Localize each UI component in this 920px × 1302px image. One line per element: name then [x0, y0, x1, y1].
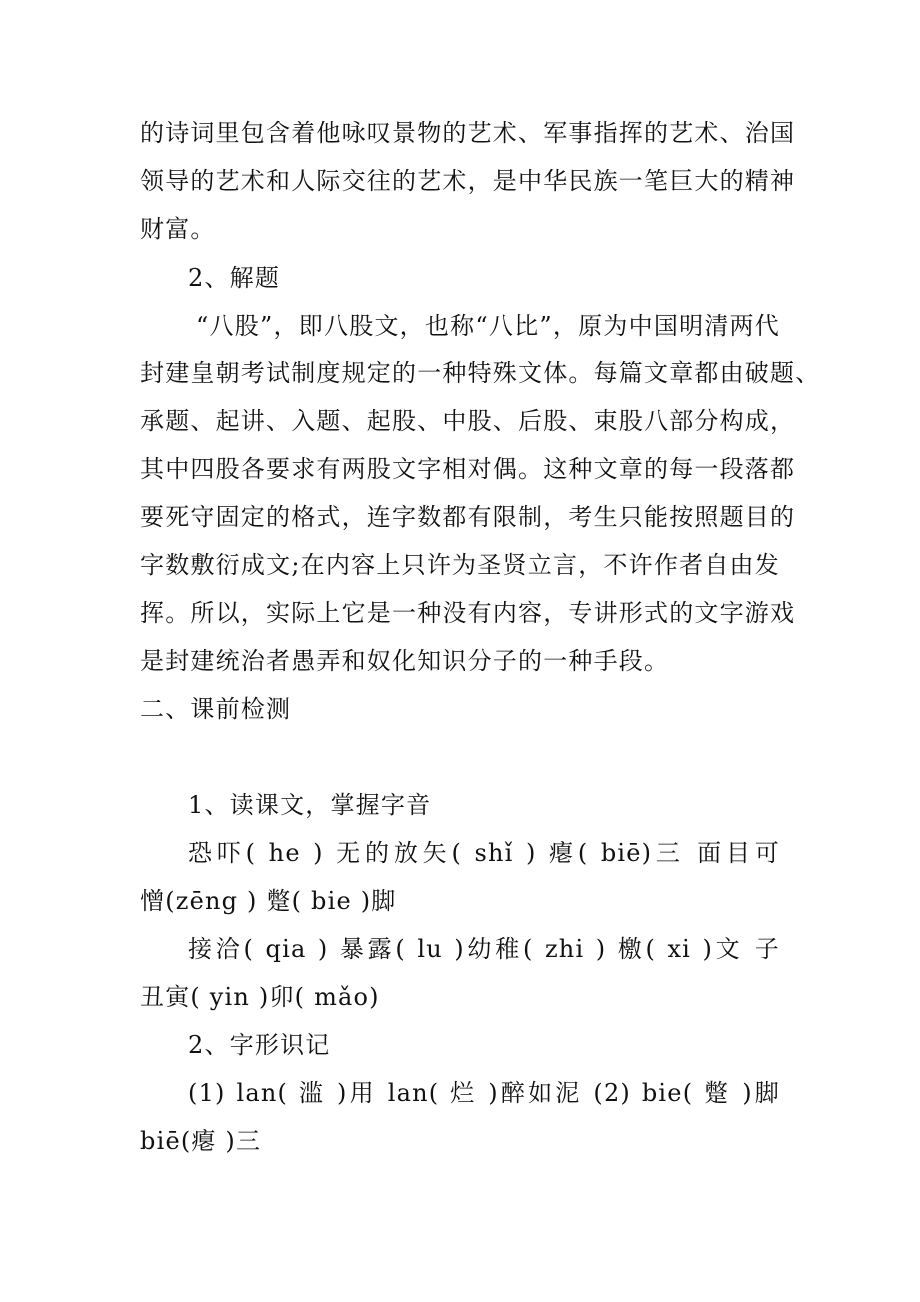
paragraph-line: “八股”，即八股文，也称“八比”，原为中国明清两代 [196, 312, 780, 340]
pronunciation-line: 憎(zēng ) 蹩( bie )脚 [140, 887, 397, 915]
paragraph-line: 挥。所以，实际上它是一种没有内容，专讲形式的文字游戏 [140, 599, 796, 627]
pronunciation-line: 接洽( qia ) 暴露( lu )幼稚( zhi ) 檄( xi )文 子 [188, 935, 780, 963]
paragraph-line: 领导的艺术和人际交往的艺术，是中华民族一笔巨大的精神 [140, 167, 796, 195]
pronunciation-line: 恐吓( he ) 无的放矢( shǐ ) 瘪( biē)三 面目可 [188, 839, 780, 867]
paragraph-line: 字数敷衍成文;在内容上只许为圣贤立言，不许作者自由发 [140, 551, 780, 579]
paragraph-line: 要死守固定的格式，连字数都有限制，考生只能按照题目的 [140, 503, 796, 531]
paragraph-line: 是封建统治者愚弄和奴化知识分子的一种手段。 [140, 647, 670, 675]
subsection-heading: 1、读课文，掌握字音 [188, 791, 432, 819]
pronunciation-line: 丑寅( yin )卯( mǎo) [140, 983, 380, 1011]
paragraph-line: 其中四股各要求有两股文字相对偶。这种文章的每一段落都 [140, 455, 796, 483]
paragraph-line: 的诗词里包含着他咏叹景物的艺术、军事指挥的艺术、治国 [140, 119, 796, 147]
subsection-heading: 2、字形识记 [188, 1031, 331, 1059]
section-heading: 二、课前检测 [140, 695, 292, 723]
paragraph-line: 财富。 [140, 215, 216, 243]
paragraph-line: 承题、起讲、入题、起股、中股、后股、束股八部分构成， [140, 407, 796, 435]
section-heading: 2、解题 [188, 264, 281, 292]
paragraph-line: 封建皇朝考试制度规定的一种特殊文体。每篇文章都由破题、 [140, 359, 821, 387]
character-form-line: biē(瘪 )三 [140, 1127, 262, 1155]
character-form-line: (1) lan( 滥 )用 lan( 烂 )醉如泥 (2) bie( 蹩 )脚 [188, 1079, 780, 1107]
